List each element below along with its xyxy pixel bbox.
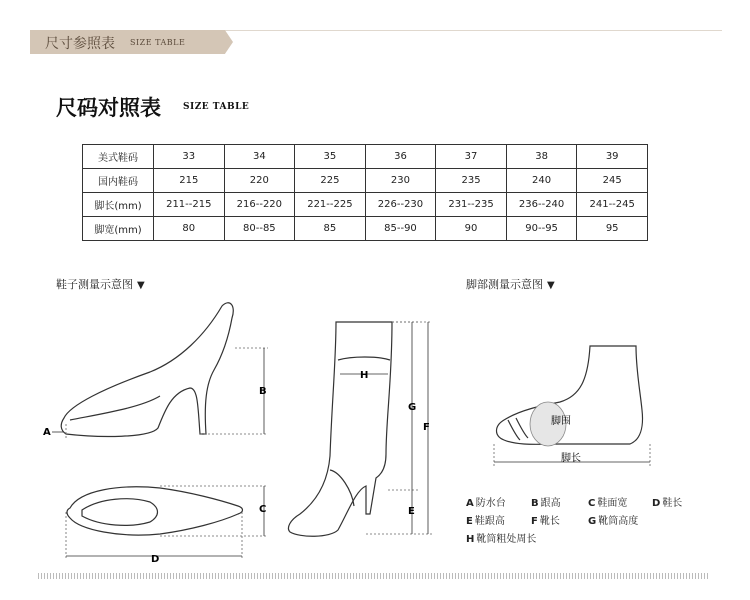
table-cell: 34 bbox=[224, 145, 295, 169]
table-cell: 215 bbox=[154, 169, 225, 193]
page-title: 尺码对照表 bbox=[56, 95, 161, 120]
table-cell: 39 bbox=[577, 145, 648, 169]
table-cell: 36 bbox=[365, 145, 436, 169]
page-subtitle: SIZE TABLE bbox=[183, 102, 250, 112]
marker-b: B bbox=[259, 386, 267, 397]
table-cell: 236--240 bbox=[506, 193, 577, 217]
table-cell: 37 bbox=[436, 145, 507, 169]
table-cell: 95 bbox=[577, 217, 648, 241]
row-header: 美式鞋码 bbox=[83, 145, 154, 169]
row-header: 脚长(mm) bbox=[83, 193, 154, 217]
marker-a: A bbox=[43, 427, 51, 438]
legend-d: D 鞋长 bbox=[652, 498, 683, 509]
foot-girth-label: 脚围 bbox=[551, 416, 571, 427]
foot-length-label: 脚长 bbox=[561, 453, 581, 464]
table-cell: 230 bbox=[365, 169, 436, 193]
legend-b: B 跟高 bbox=[531, 498, 561, 509]
marker-f: F bbox=[423, 422, 430, 433]
table-cell: 90 bbox=[436, 217, 507, 241]
table-cell: 33 bbox=[154, 145, 225, 169]
table-cell: 216--220 bbox=[224, 193, 295, 217]
shoe-measure-label: 鞋子测量示意图 bbox=[56, 278, 133, 291]
table-cell: 80 bbox=[154, 217, 225, 241]
row-header: 脚宽(mm) bbox=[83, 217, 154, 241]
marker-g: G bbox=[408, 402, 417, 413]
row-header: 国内鞋码 bbox=[83, 169, 154, 193]
table-cell: 225 bbox=[295, 169, 366, 193]
table-cell: 240 bbox=[506, 169, 577, 193]
bottom-divider bbox=[38, 573, 708, 579]
table-cell: 245 bbox=[577, 169, 648, 193]
table-cell: 85 bbox=[295, 217, 366, 241]
triangle-down-icon: ▼ bbox=[547, 280, 555, 291]
table-cell: 221--225 bbox=[295, 193, 366, 217]
table-cell: 90--95 bbox=[506, 217, 577, 241]
header-title-cn: 尺寸参照表 bbox=[45, 36, 115, 52]
table-cell: 35 bbox=[295, 145, 366, 169]
triangle-down-icon: ▼ bbox=[137, 280, 145, 291]
table-cell: 38 bbox=[506, 145, 577, 169]
legend-a: A 防水台 bbox=[466, 498, 506, 509]
marker-h: H bbox=[360, 370, 369, 381]
table-cell: 80--85 bbox=[224, 217, 295, 241]
table-cell: 211--215 bbox=[154, 193, 225, 217]
foot-measure-label: 脚部测量示意图 bbox=[466, 278, 543, 291]
header-title-en: SIZE TABLE bbox=[130, 38, 186, 47]
legend-f: F 靴长 bbox=[531, 516, 560, 527]
legend-e: E 鞋跟高 bbox=[466, 516, 505, 527]
table-cell: 235 bbox=[436, 169, 507, 193]
table-cell: 85--90 bbox=[365, 217, 436, 241]
table-cell: 220 bbox=[224, 169, 295, 193]
marker-c: C bbox=[259, 504, 267, 515]
table-cell: 241--245 bbox=[577, 193, 648, 217]
marker-e: E bbox=[408, 506, 415, 517]
legend-g: G 靴筒高度 bbox=[588, 516, 639, 527]
table-cell: 226--230 bbox=[365, 193, 436, 217]
legend-c: C 鞋面宽 bbox=[588, 498, 628, 509]
table-cell: 231--235 bbox=[436, 193, 507, 217]
legend-h: H 靴筒粗处周长 bbox=[466, 534, 537, 545]
marker-d: D bbox=[151, 554, 160, 565]
